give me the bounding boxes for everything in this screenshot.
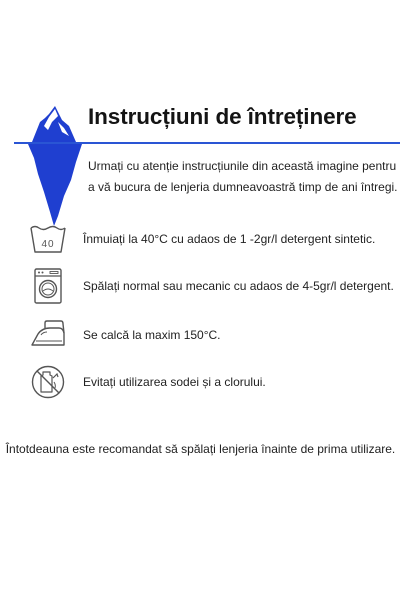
water-line-divider: [14, 142, 400, 144]
care-text-iron: Se calcă la maxim 150°C.: [83, 328, 221, 342]
page-title: Instrucțiuni de întreținere: [88, 104, 357, 129]
footer-note: Întotdeauna este recomandat să spălați lenjeria înainte de prima utilizare.: [5, 442, 396, 456]
care-item-wash: [28, 266, 398, 306]
care-text-bleach: Evitați utilizarea sodei și a clorului.: [83, 375, 266, 389]
wash-temp-label: 40: [41, 239, 55, 250]
care-item-bleach: [28, 362, 398, 402]
no-bleach-icon: [28, 362, 68, 402]
iceberg-logo-icon: [14, 100, 96, 228]
wash-40-icon: [28, 219, 68, 259]
care-text-soak: Înmuiați la 40°C cu adaos de 1 -2gr/l detergent sintetic.: [83, 232, 376, 246]
care-item-soak: [28, 219, 398, 259]
iron-icon: [28, 315, 68, 355]
care-item-iron: [28, 315, 398, 355]
care-text-wash: Spălați normal sau mecanic cu adaos de 4-5gr/l detergent.: [83, 279, 394, 293]
intro-paragraph: Urmați cu atenție instrucțiunile din această imagine pentru a vă bucura de lenjeria dumneavoastră timp de ani întregi.: [88, 159, 398, 194]
washing-machine-icon: [28, 266, 68, 306]
